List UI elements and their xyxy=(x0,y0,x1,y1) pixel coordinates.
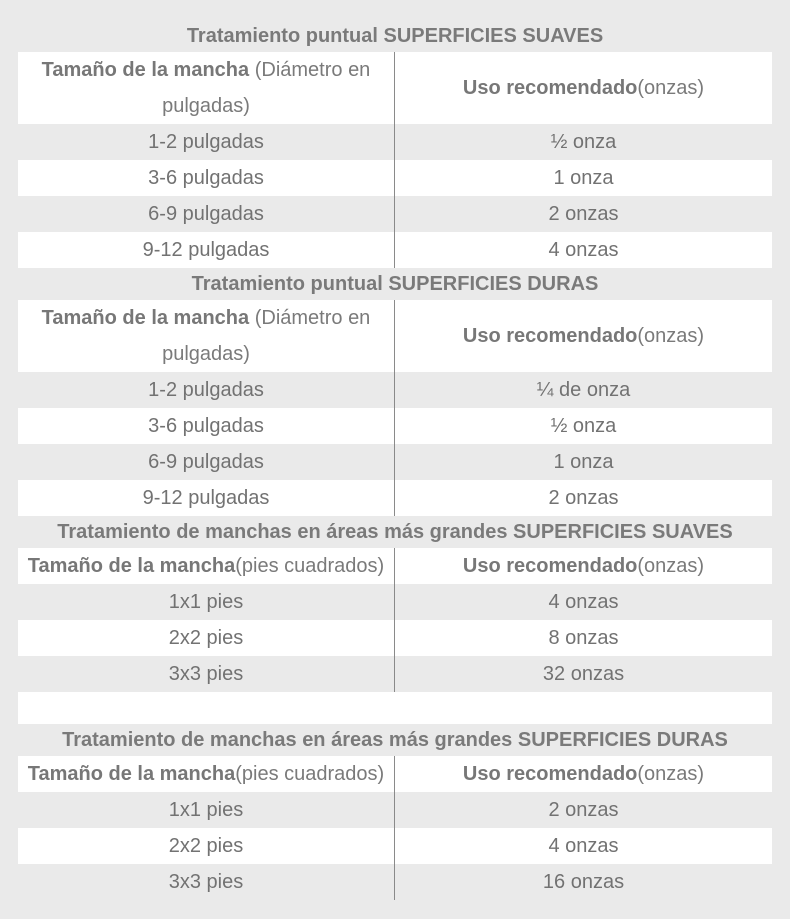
use-cell: 2 onzas xyxy=(548,202,619,225)
use-cell: ½ onza xyxy=(550,130,617,153)
use-cell: 8 onzas xyxy=(548,626,619,649)
header-size xyxy=(18,548,395,584)
use-cell: 32 onzas xyxy=(542,662,625,685)
table-row xyxy=(18,792,772,828)
use-cell: 4 onzas xyxy=(548,834,619,857)
header-use xyxy=(395,548,772,584)
header-use xyxy=(395,300,772,372)
size-cell: 1x1 pies xyxy=(18,792,395,828)
size-cell: 3x3 pies xyxy=(18,864,395,900)
header-size-label: Tamaño de la mancha xyxy=(41,307,250,329)
usage-tables xyxy=(18,20,772,900)
table-row xyxy=(18,620,772,656)
size-cell: 3-6 pulgadas xyxy=(18,408,395,444)
header-use-unit: (onzas) xyxy=(637,76,705,99)
table-row xyxy=(18,196,772,232)
use-cell: 1 onza xyxy=(553,166,614,189)
table-row xyxy=(18,656,772,692)
table-row xyxy=(18,124,772,160)
size-cell: 9-12 pulgadas xyxy=(18,232,395,268)
size-cell: 6-9 pulgadas xyxy=(18,444,395,480)
use-cell: 2 onzas xyxy=(548,486,619,509)
section-title: Tratamiento de manchas en áreas más grandes SUPERFICIES DURAS xyxy=(62,729,728,751)
table-header-row xyxy=(18,756,772,792)
table-row xyxy=(18,372,772,408)
table-row xyxy=(18,160,772,196)
header-use-label: Uso recomendado xyxy=(462,76,638,99)
table-row xyxy=(18,828,772,864)
size-cell: 6-9 pulgadas xyxy=(18,196,395,232)
header-size-unit: (pies cuadrados) xyxy=(235,762,385,785)
use-cell: ¼ de onza xyxy=(536,378,631,401)
table-header-row xyxy=(18,52,772,124)
header-size-unit: (Diámetro en pulgadas) xyxy=(162,307,371,365)
header-use-label: Uso recomendado xyxy=(462,554,638,577)
header-size-label: Tamaño de la mancha xyxy=(41,59,250,81)
size-cell: 1-2 pulgadas xyxy=(18,372,395,408)
size-cell: 3-6 pulgadas xyxy=(18,160,395,196)
header-use xyxy=(395,52,772,124)
size-cell: 9-12 pulgadas xyxy=(18,480,395,516)
blank-row xyxy=(18,692,772,724)
header-use xyxy=(395,756,772,792)
use-cell: 4 onzas xyxy=(548,590,619,613)
header-use-label: Uso recomendado xyxy=(462,762,638,785)
section-title: Tratamiento puntual SUPERFICIES SUAVES xyxy=(186,25,604,47)
header-size xyxy=(18,756,395,792)
use-cell: 2 onzas xyxy=(548,798,619,821)
section-title: Tratamiento de manchas en áreas más grandes SUPERFICIES SUAVES xyxy=(57,521,733,543)
section-title: Tratamiento puntual SUPERFICIES DURAS xyxy=(191,273,599,295)
use-cell: ½ onza xyxy=(550,414,617,437)
use-cell: 16 onzas xyxy=(542,870,625,893)
use-cell: 1 onza xyxy=(553,450,614,473)
table-row xyxy=(18,584,772,620)
use-cell: 4 onzas xyxy=(548,238,619,261)
header-use-unit: (onzas) xyxy=(637,554,705,577)
size-cell: 3x3 pies xyxy=(18,656,395,692)
table-header-row xyxy=(18,548,772,584)
size-cell: 2x2 pies xyxy=(18,620,395,656)
header-use-unit: (onzas) xyxy=(637,324,705,347)
header-size-unit: (Diámetro en pulgadas) xyxy=(162,59,371,117)
table-row xyxy=(18,480,772,516)
header-size-unit: (pies cuadrados) xyxy=(235,554,385,577)
header-use-unit: (onzas) xyxy=(637,762,705,785)
header-size xyxy=(18,300,395,372)
table-row xyxy=(18,444,772,480)
header-size-label: Tamaño de la mancha xyxy=(27,554,236,577)
table-row xyxy=(18,232,772,268)
header-size-label: Tamaño de la mancha xyxy=(27,762,236,785)
size-cell: 1x1 pies xyxy=(18,584,395,620)
size-cell: 1-2 pulgadas xyxy=(18,124,395,160)
header-use-label: Uso recomendado xyxy=(462,324,638,347)
header-size xyxy=(18,52,395,124)
table-row xyxy=(18,408,772,444)
size-cell: 2x2 pies xyxy=(18,828,395,864)
table-row xyxy=(18,864,772,900)
table-header-row xyxy=(18,300,772,372)
